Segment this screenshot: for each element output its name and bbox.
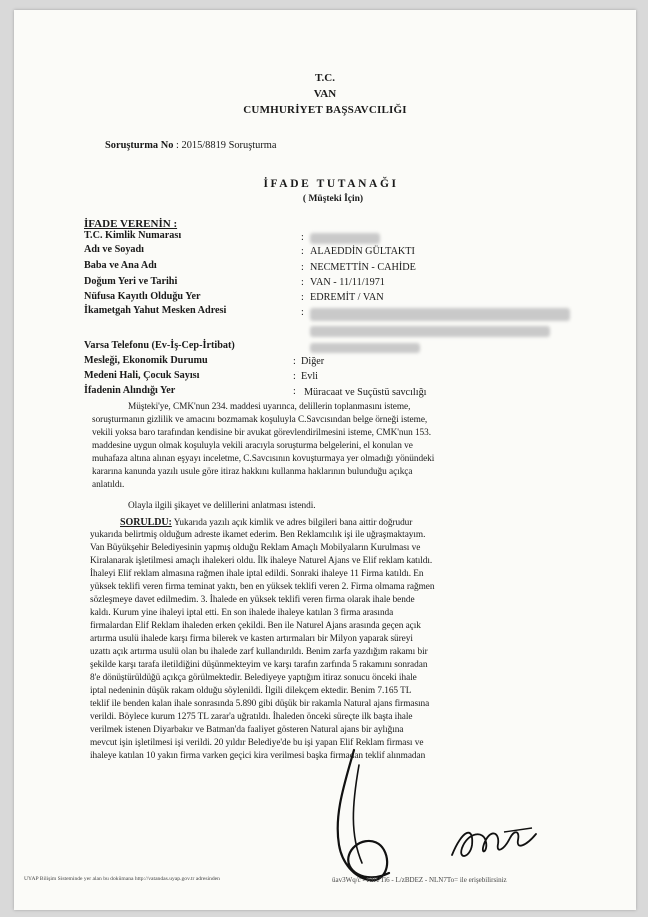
field-colon: : — [301, 277, 304, 288]
intro-line: anlatıldı. — [92, 480, 125, 490]
statement-first-line — [120, 517, 412, 528]
intro-line: maddesine uygun olmak koşuluyla vekili aracıyla soruşturma belgelerini, el konulan ve — [92, 441, 413, 451]
field-label-registry: Nüfusa Kayıtlı Olduğu Yer — [84, 291, 201, 302]
redacted-tckn — [310, 233, 380, 244]
redacted-address — [310, 308, 570, 321]
statement-line: yüksek teklifi veren firma teminat yaktı, ben en yüksek teklifi veren 2. Firma olmama rağmen — [90, 582, 435, 592]
field-value-parents: NECMETTİN - CAHİDE — [310, 262, 416, 273]
question-label: SORULDU: — [120, 517, 172, 528]
statement-line: Van Büyükşehir Belediyesinin yapmış olduğu Reklam Amaçlı Mobilyaların Kurulması ve — [90, 543, 421, 553]
statement-line: artırma usulü ihalede karşı firma bilerek ve kasten artırmaları bir Milyon yaparak süreyi — [90, 634, 413, 644]
footer-left: UYAP Bilişim Sisteminde yer alan bu dokümana http://vatandas.uyap.gov.tr adresinden — [24, 876, 220, 882]
field-label-address: İkametgah Yahut Mesken Adresi — [84, 305, 227, 316]
intro-line: soruşturmanın gizlilik ve amacını bozmamak koşuluyla C.Savcısından belge örneği isteme, — [92, 415, 428, 425]
field-value-birth: VAN - 11/11/1971 — [310, 277, 385, 288]
document-title: İFADE TUTANAĞI — [263, 178, 399, 190]
field-colon: : — [293, 356, 296, 367]
section-heading: İFADE VERENİN : — [84, 218, 178, 230]
field-label-marital: Medeni Hali, Çocuk Sayısı — [84, 370, 200, 381]
statement-line: firmalardan Elif Reklam ihaleden erken çekildi. Ben ile Naturel Ajans arasında geçen açık — [90, 621, 421, 631]
field-label-tckn: T.C. Kimlik Numarası — [84, 230, 182, 241]
intro-line: vekili yoksa baro tarafından kendisine bir avukat görevlendirilmesini isteme, CMK'nun 153. — [92, 428, 432, 438]
header-office: CUMHURİYET BAŞSAVCILIĞI — [243, 104, 407, 116]
field-label-birth: Doğum Yeri ve Tarihi — [84, 276, 178, 287]
field-label-occupation: Mesleği, Ekonomik Durumu — [84, 355, 208, 366]
statement-line: mevcut işin işletilmesi işi verildi. 20 yıldır Belediye'de bu işi yapan Elif Reklam firması ve — [90, 738, 424, 748]
signature-left-icon — [314, 745, 444, 890]
statement-line: İhaleyi Elif reklam almasına rağmen ihale iptal edildi. Sonraki ihaleye 11 Firma katıldı. En — [90, 569, 424, 579]
footer-right: üav3Wq/c - KiR/Ti6 - L/zBDEZ - NLN7To= ile erişebilirsiniz — [332, 876, 507, 884]
field-colon: : — [293, 386, 296, 397]
header-city: VAN — [313, 88, 337, 100]
intro-line: kararına kanunda yazılı usule göre itiraz hakkını kullanma haklarının bulunduğu açıkça — [92, 467, 413, 477]
redacted-address-2 — [310, 326, 550, 337]
signature-right-icon — [444, 810, 544, 870]
field-colon: : — [301, 292, 304, 303]
field-value-registry: EDREMİT / VAN — [310, 292, 384, 303]
field-colon: : — [301, 246, 304, 257]
field-colon: : — [301, 262, 304, 273]
statement-line: teklif ile benden kalan ihale sonrasında 5.890 gibi düşük bir rakamla Natural ajans firmasına — [90, 699, 430, 709]
statement-line: 8'e dönüştürüldüğü açıkça görülmektedir. Belediyeye yaptığım itiraz sonucu önceki ihale — [90, 673, 417, 683]
statement-line: verildi. Böylece kurum 1275 TL zarar'a uğratıldı. İhaleden önceki süreçte ilk başta ihale — [90, 712, 413, 722]
intro-line: muhafaza altına alınan eşyayı inceletme, C.Savcısının kovuşturmaya yer olmadığı yönündeki — [92, 454, 435, 464]
field-colon: : — [301, 232, 304, 243]
statement-line: sözleşmeye davet edilmedim. 3. İhalede en yüksek teklifi veren firma olarak ihale bende — [90, 595, 415, 605]
statement-first-text: Yukarıda yazılı açık kimlik ve adres bilgileri bana aittir doğrudur — [173, 518, 413, 528]
field-label-parents: Baba ve Ana Adı — [84, 260, 157, 271]
document-page — [14, 10, 636, 910]
statement-line: kaldı. Kurum yine ihaleyi iptal etti. En son ihalede ihaleye katılan 3 firma arasında — [90, 608, 394, 618]
header-tc: T.C. — [315, 72, 335, 84]
case-number-label: Soruşturma No — [105, 140, 174, 151]
field-value-marital: Evli — [301, 371, 318, 382]
field-label-phone: Varsa Telefonu (Ev-İş-Cep-İrtibat) — [84, 340, 235, 351]
statement-line: verilmek istenen Diyarbakır ve Batman'da faaliyet gösteren Natural ajans bir aylığına — [90, 725, 404, 735]
statement-line: Kiralanarak işletilmesi amaçlı ihalekeri oldu. İlk ihaleye Naturel Ajans ve Elif reklam katıldı. — [90, 556, 433, 566]
field-colon: : — [301, 307, 304, 318]
field-label-place: İfadenin Alındığı Yer — [84, 385, 176, 396]
statement-line: iptal nedeninin düşük rakam olduğu söylenildi. İlgili dilekçem ektedir. Benim 7.165 TL — [90, 686, 412, 696]
field-value-place: Müracaat ve Suçüstü savcılığı — [304, 387, 427, 398]
case-number-value: : 2015/8819 Soruşturma — [176, 140, 277, 151]
intro-line: Müşteki'ye, CMK'nun 234. maddesi uyarınca, delillerin toplanmasını isteme, — [128, 402, 411, 412]
field-value-name: ALAEDDİN GÜLTAKTI — [310, 246, 415, 257]
redacted-phone — [310, 343, 420, 353]
field-label-name: Adı ve Soyadı — [84, 244, 145, 255]
field-colon: : — [293, 371, 296, 382]
statement-line: yukarıda belirtmiş olduğum adreste ikamet ederim. Ben Reklamcılık işi ile uğraşmaktayım. — [90, 530, 426, 540]
statement-line: ihaleye katılan 10 yakın firma varken geçici kira verilmesi başka firmadan teklif alınmadan — [90, 751, 426, 761]
statement-line: uzattı açık artırma usulü olan bu ihalede zarf kullandırıldı. Benim zarfa yazdığım rakamı bir — [90, 647, 428, 657]
case-number — [105, 140, 276, 151]
statement-line: şekilde karşı tarafa iletildiğini düşünmekteyim ve karşı tarafın zarfında 5 rakamını sonradan — [90, 660, 428, 670]
document-subtitle: ( Müşteki İçin) — [302, 194, 364, 204]
complaint-line: Olayla ilgili şikayet ve delillerini anlatması istendi. — [128, 501, 316, 511]
field-value-occupation: Diğer — [301, 356, 325, 367]
